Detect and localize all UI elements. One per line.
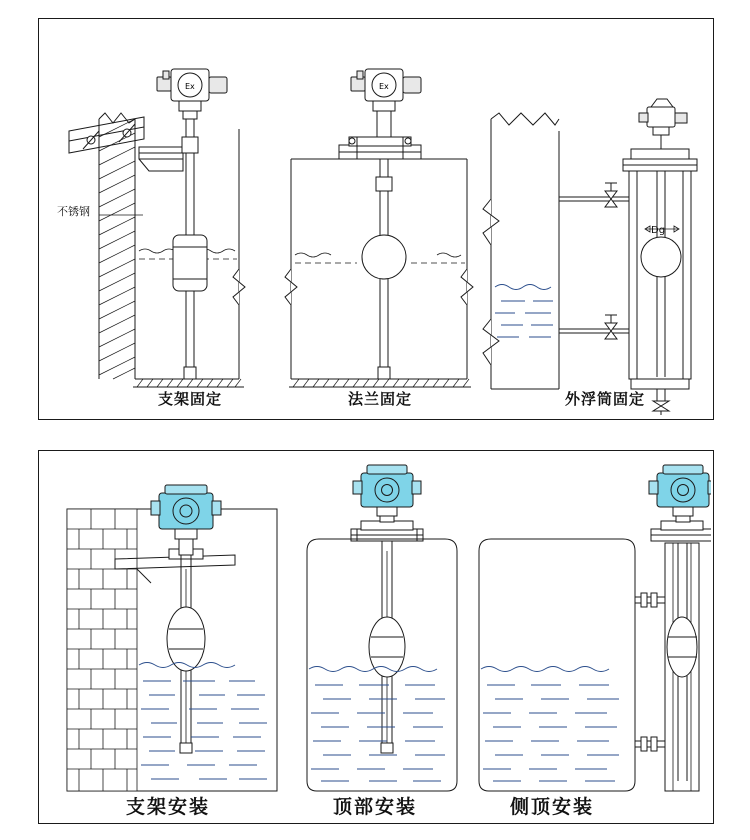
ball-float-3 — [641, 237, 681, 277]
transmitter-head-6 — [649, 465, 711, 522]
caption-side-top-install: 侧顶安装 — [509, 796, 594, 818]
connection-upper — [635, 593, 665, 607]
label-chamber-diameter: Dg — [651, 225, 666, 236]
svg-text:Ex: Ex — [379, 82, 389, 91]
caption-bracket-install: 支架安装 — [125, 796, 210, 818]
bottom-panel-drawing — [39, 451, 711, 821]
mounting-flange-5 — [351, 521, 423, 541]
liquid-6 — [481, 667, 619, 782]
ball-float-2 — [362, 235, 406, 279]
svg-text:Ex: Ex — [185, 82, 195, 91]
bottom-panel — [38, 450, 714, 824]
valve-lower — [605, 315, 617, 339]
bracket-plate — [69, 117, 183, 171]
float-1 — [173, 235, 207, 291]
figure-bracket-fixed — [69, 69, 245, 387]
caption-external-chamber-fixed: 外浮筒固定 — [564, 390, 645, 408]
mounting-flange-6 — [651, 521, 711, 541]
transmitter-head-2 — [351, 69, 421, 137]
liquid-level-3 — [495, 285, 553, 338]
caption-flange-fixed: 法兰固定 — [347, 390, 412, 408]
figure-side-top-install — [479, 465, 711, 791]
mounting-flange-2 — [339, 137, 421, 159]
label-stainless-steel: 不锈钢 — [57, 205, 90, 218]
figure-top-install — [307, 465, 457, 791]
float-4 — [167, 607, 205, 671]
transmitter-head-3 — [639, 99, 687, 149]
figure-external-chamber — [483, 99, 697, 415]
float-6 — [667, 617, 697, 677]
top-panel — [38, 18, 714, 420]
top-panel-drawing — [39, 19, 711, 417]
figure-flange-fixed — [285, 69, 473, 387]
figure-bracket-install — [67, 485, 277, 791]
transmitter-head-1 — [157, 69, 227, 119]
caption-top-install: 顶部安装 — [332, 796, 417, 818]
transmitter-head-5 — [353, 465, 421, 522]
valve-upper — [605, 183, 617, 207]
liquid-5 — [309, 667, 445, 782]
caption-bracket-fixed: 支架固定 — [157, 390, 222, 408]
brick-wall — [67, 509, 137, 791]
connection-lower — [635, 737, 665, 751]
